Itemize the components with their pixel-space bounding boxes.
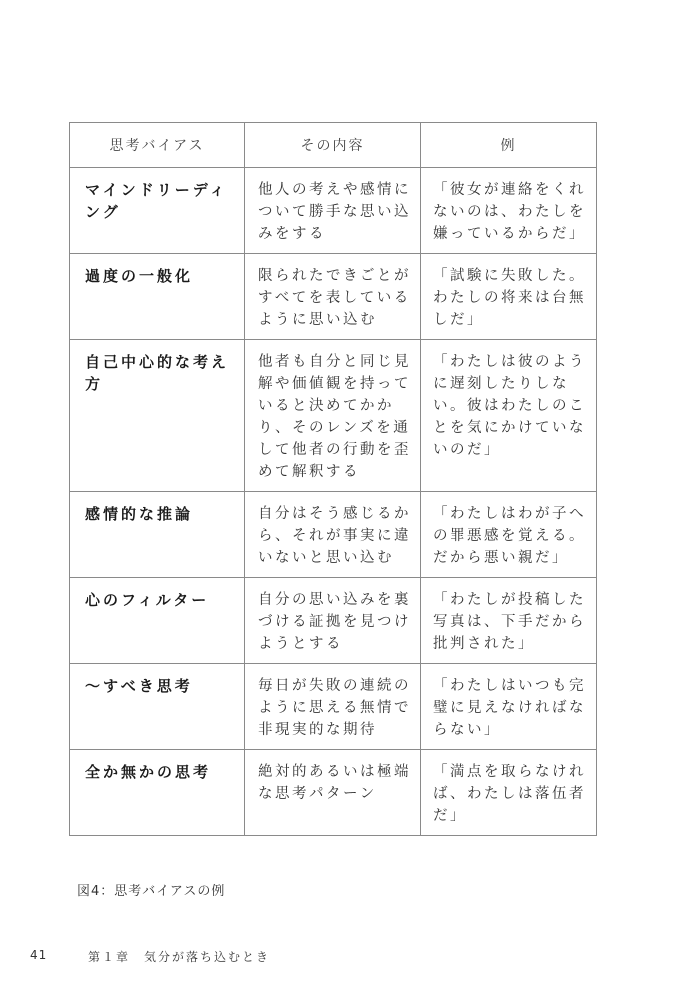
table-row: [70, 750, 597, 836]
table-row: [70, 340, 597, 492]
bias-name: 〜すべき思考: [70, 664, 245, 750]
table-row: [70, 664, 597, 750]
bias-description: 毎日が失敗の連続のように思える無情で非現実的な期待: [245, 664, 421, 750]
bias-example: 「わたしが投稿した写真は、下手だから批判された」: [421, 578, 597, 664]
bias-example: 「わたしはわが子への罪悪感を覚える。だから悪い親だ」: [421, 492, 597, 578]
table-row: [70, 492, 597, 578]
bias-name: マインドリーディング: [70, 168, 245, 254]
bias-description: 絶対的あるいは極端な思考パターン: [245, 750, 421, 836]
bias-name: 自己中心的な考え方: [70, 340, 245, 492]
bias-name: 過度の一般化: [70, 254, 245, 340]
table-row: [70, 168, 597, 254]
bias-example: 「試験に失敗した。わたしの将来は台無しだ」: [421, 254, 597, 340]
bias-name: 全か無かの思考: [70, 750, 245, 836]
bias-example: 「わたしは彼のように遅刻したりしない。彼はわたしのことを気にかけていないのだ」: [421, 340, 597, 492]
table-row: [70, 578, 597, 664]
bias-description: 自分の思い込みを裏づける証拠を見つけようとする: [245, 578, 421, 664]
table-row: [70, 254, 597, 340]
page-number: 41: [30, 948, 48, 962]
header-content: その内容: [245, 123, 421, 168]
bias-example: 「彼女が連絡をくれないのは、わたしを嫌っているからだ」: [421, 168, 597, 254]
bias-example: 「満点を取らなければ、わたしは落伍者だ」: [421, 750, 597, 836]
header-example: 例: [421, 123, 597, 168]
bias-name: 心のフィルター: [70, 578, 245, 664]
bias-description: 限られたできごとがすべてを表しているように思い込む: [245, 254, 421, 340]
bias-description: 他人の考えや感情について勝手な思い込みをする: [245, 168, 421, 254]
table-header-row: [70, 123, 597, 168]
figure-caption: 図4：思考バイアスの例: [77, 884, 226, 899]
running-chapter-title: 第１章 気分が落ち込むとき: [88, 950, 271, 964]
bias-description: 他者も自分と同じ見解や価値観を持っていると決めてかかり、そのレンズを通して他者の行動を歪めて解釈する: [245, 340, 421, 492]
bias-description: 自分はそう感じるから、それが事実に違いないと思い込む: [245, 492, 421, 578]
bias-example: 「わたしはいつも完璧に見えなければならない」: [421, 664, 597, 750]
bias-name: 感情的な推論: [70, 492, 245, 578]
thinking-bias-table: [69, 122, 597, 836]
header-bias: 思考バイアス: [70, 123, 245, 168]
